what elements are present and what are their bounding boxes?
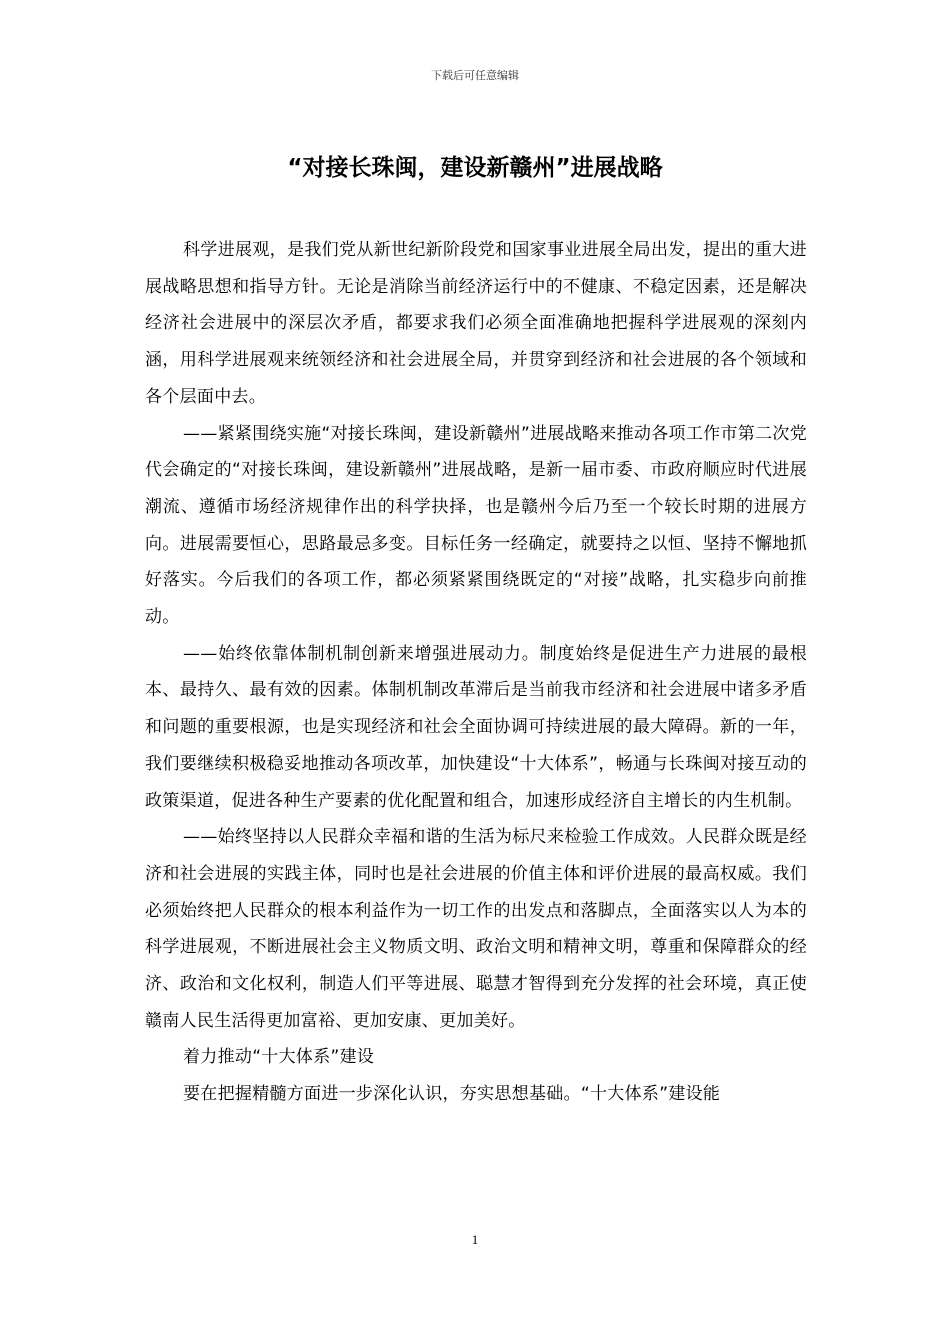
document-title: “对接长珠闽，建设新赣州”进展战略 <box>287 155 663 181</box>
paragraph-ten-systems: 要在把握精髓方面进一步深化认识，夯实思想基础。“十大体系”建设能 <box>183 1084 721 1105</box>
paragraph-people-wellbeing: ——始终坚持以人民群众幸福和谐的生活为标尺来检验工作成效。人民群众既是经济和社会进展的实践主体，同时也是社会进展的价值主体和评价进展的最高权威。我们必须始终把人民群众的根本利益作为一切工作的出发点和落脚点，全面落实以人为本的科学进展观，不断进展社会主义物质文明、政治文明和精神文明，尊重和保障群众的经济、政治和文化权利，制造人们平等进展、聪慧才智得到充分发挥的社会环境，真正使赣南人民生活得更加富裕、更加安康、更加美好。 <box>145 827 807 1031</box>
document-body <box>145 232 807 1113</box>
section-heading-ten-systems: 着力推动“十大体系”建设 <box>183 1047 375 1068</box>
paragraph-strategy: ——紧紧围绕实施“对接长珠闽，建设新赣州”进展战略来推动各项工作市第二次党代会确定的“对接长珠闽，建设新赣州”进展战略，是新一届市委、市政府顺应时代进展潮流、遵循市场经济规律作出的科学抉择，也是赣州今后乃至一个较长时期的进展方向。进展需要恒心，思路最忌多变。目标任务一经确定，就要持之以恒、坚持不懈地抓好落实。今后我们的各项工作，都必须紧紧围绕既定的“对接”战略，扎实稳步向前推动。 <box>145 423 807 628</box>
page-number: 1 <box>471 1232 479 1247</box>
header-note: 下载后可任意编辑 <box>431 69 519 82</box>
paragraph-institutional-innovation: ——始终依靠体制机制创新来增强进展动力。制度始终是促进生产力进展的最根本、最持久、最有效的因素。体制机制改革滞后是当前我市经济和社会进展中诸多矛盾和问题的重要根源，也是实现经济和社会全面协调可持续进展的最大障碍。新的一年，我们要继续积极稳妥地推动各项改革，加快建设“十大体系”，畅通与长珠闽对接互动的政策渠道，促进各种生产要素的优化配置和组合，加速形成经济自主增长的内生机制。 <box>145 643 807 811</box>
paragraph-intro: 科学进展观，是我们党从新世纪新阶段党和国家事业进展全局出发，提出的重大进展战略思想和指导方针。无论是消除当前经济运行中的不健康、不稳定因素，还是解决经济社会进展中的深层次矛盾，都要求我们必须全面准确地把握科学进展观的深刻内涵，用科学进展观来统领经济和社会进展全局，并贯穿到经济和社会进展的各个领域和各个层面中去。 <box>145 240 807 407</box>
